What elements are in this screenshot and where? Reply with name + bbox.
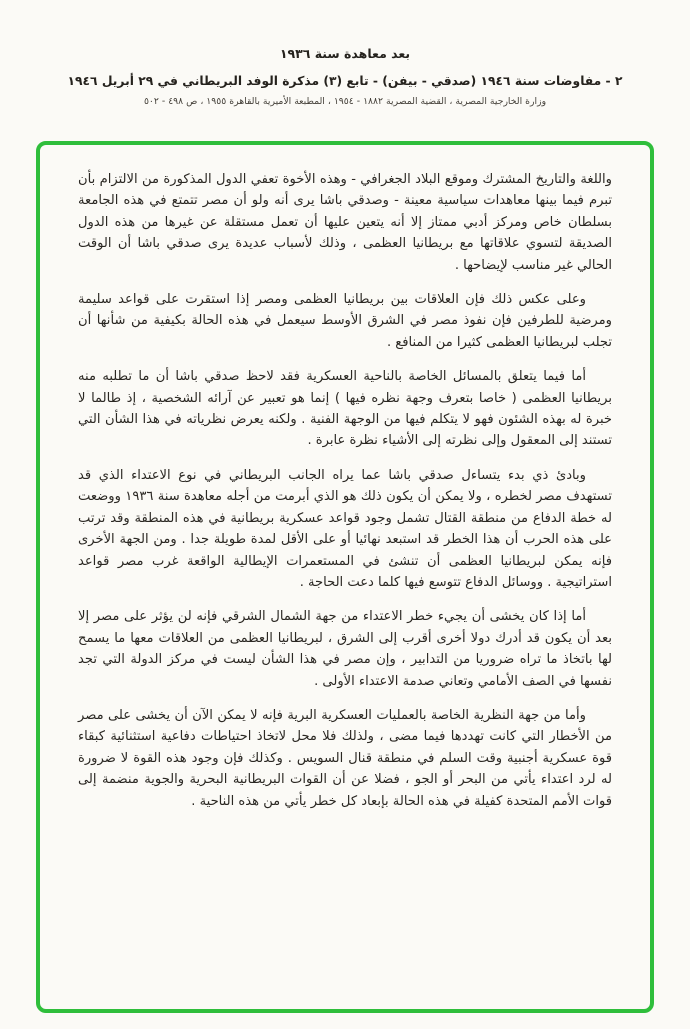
section-title: ٢ - مفاوضات سنة ١٩٤٦ (صدقي - بيفن) - تابع (٣) مذكرة الوفد البريطاني في ٢٩ أبريل ١٩٤٦ (67, 74, 623, 88)
highlight-frame (36, 141, 654, 1013)
running-header: بعد معاهدة سنة ١٩٣٦ (279, 46, 411, 61)
paragraph-5: أما إذا كان يخشى أن يجيء خطر الاعتداء من جهة الشمال الشرقي فإنه لن يؤثر على مصر إلا بعد أن يكون قد أدرك دولا أخرى أقرب إلى الشرق ، لبريطانيا العظمى من العلاقات معها ما يسمح لها باتخاذ ما تراه ضروريا من التدابير ، وإن مصر في هذا الشأن ليست في مركز الدولة التي تجد نفسها في الصف الأمامي وتعاني صدمة الاعتداء الأولى . (78, 609, 612, 689)
paragraph-2: وعلى عكس ذلك فإن العلاقات بين بريطانيا العظمى ومصر إذا استقرت على قواعد سليمة ومرضية للطرفين فإن نفوذ مصر في الشرق الأوسط سيعمل في هذه الحالة بكيفية من شأنها أن تجلب لبريطانيا العظمى كثيرا من المنافع . (78, 292, 612, 350)
paragraph-1: واللغة والتاريخ المشترك وموقع البلاد الجغرافي - وهذه الأخوة تعفي الدول المذكورة من الالتزام بأن تبرم فيما بينها معاهدات سياسية معينة - وصدقي باشا يرى أنه ولو أن مصر تتمتع في هذه الجامعة بسلطان خاص ومركز أدبي ممتاز إلا أنه يتعين عليها أن تعمل مستقلة عن غيرها من هذه الدول الصديقة لتسوي علاقاتها مع بريطانيا العظمى ، وذلك لأسباب عديدة يرى صدقي باشا أن الوقت الحالي غير مناسب لإيضاحها . (78, 172, 612, 273)
paragraph-6: وأما من جهة النظرية الخاصة بالعمليات العسكرية البرية فإنه لا يمكن الآن أن يخشى على مصر من الأخطار التي كانت تهددها فيما مضى ، ولذلك فلا محل لاتخاذ احتياطات دفاعية استثنائية كبقاء قوة عسكرية أجنبية وقت السلم في منطقة قنال السويس . وكذلك فإن وجود هذه القوة لا ضرورة له لرد اعتداء يأتي من البحر أو الجو ، فضلا عن أن القوات البريطانية البحرية والجوية منضمة إلى قوات الأمم المتحدة كفيلة في هذه الحالة بإبعاد كل خطر يأتي من هذه الناحية . (78, 707, 612, 809)
paragraph-3: أما فيما يتعلق بالمسائل الخاصة بالناحية العسكرية فقد لاحظ صدقي باشا أن ما تطلبه منه بريطانيا العظمى ( خاصا بتعرف وجهة نظره فيها ) إنما هو تعبير عن آرائه الشخصية ، إذ طالما لا خبرة له بهذه الشئون فهو لا يتكلم فيها من الوجهة الفنية . ولكنه يعرض نظرياته في هذا الشأن التي تستند إلى المعقول وإلى نظرته إلى الأشياء نظرة عابرة . (78, 369, 612, 449)
paragraph-4: وبادئ ذي بدء يتساءل صدقي باشا عما يراه الجانب البريطاني في نوع الاعتداء الذي قد تستهدف مصر لخطره ، ولا يمكن أن يكون ذلك هو الذي أبرمت من أجله معاهدة سنة ١٩٣٦ ووضعت له خطة الدفاع من منطقة القتال تشمل وجود قواعد عسكرية بريطانية في هذه المنطقة وقد ترتب على هذه الحرب أن هذا الخطر قد استبعد نهائيا أو على الأقل لمدة طويلة جدا . ومن الجهة الأخرى فإنه يمكن لبريطانيا العظمى أن تنشئ في المستعمرات الإيطالية الواقعة غرب مصر قواعد استراتيجية . ووسائل الدفاع تتوسع فيها كلما دعت الحاجة . (78, 467, 612, 590)
page-head-area (0, 0, 690, 107)
source-citation: وزارة الخارجية المصرية ، القضية المصرية ١٨٨٢ - ١٩٥٤ ، المطبعة الأميرية بالقاهرة ١٩٥٥ ، ص ٤٩٨ - ٥٠٢ (143, 96, 547, 107)
